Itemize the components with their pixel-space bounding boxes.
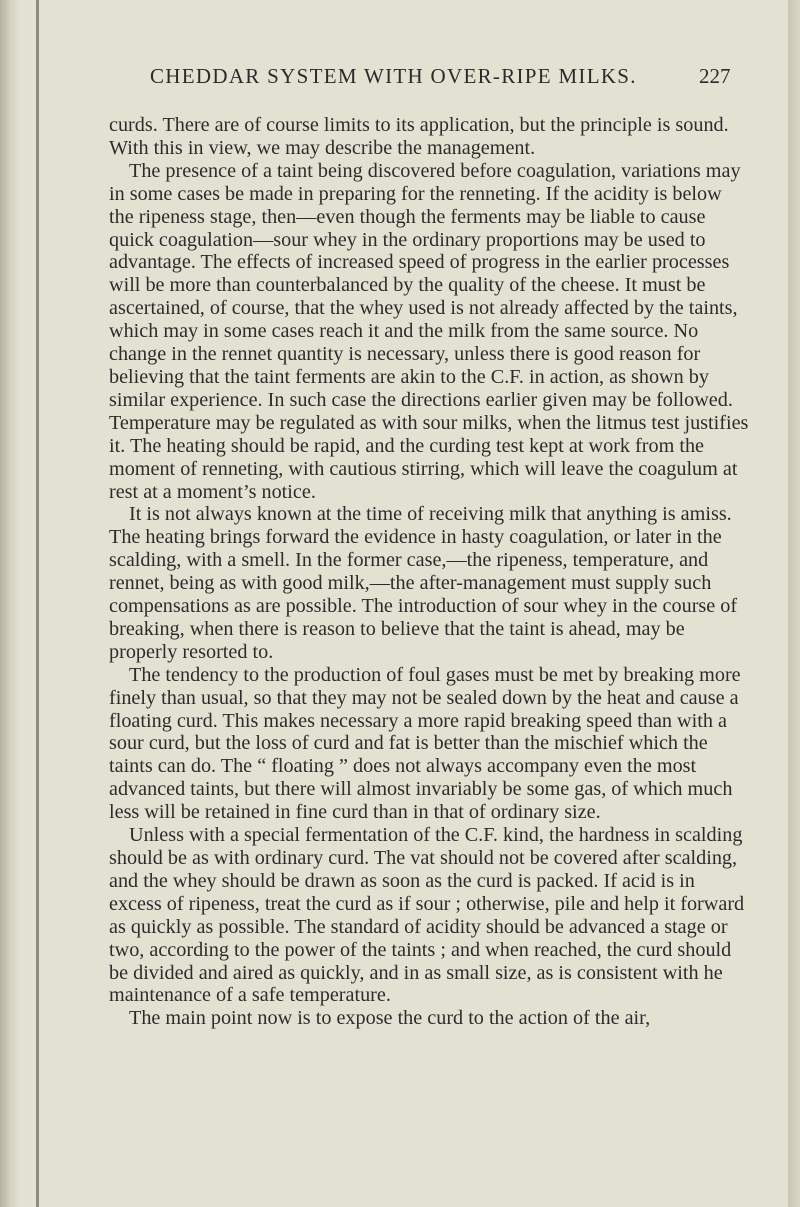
- page-margin-rule: [36, 0, 39, 1207]
- paragraph-2: The presence of a taint being discovered before coagulation, variations may in some cases be made in preparing for the renneting. If the acidity is below the ripeness stage, then—even though the ferments may be liable to cause quick coagulation—sour whey in the ordinary proportions may be used to advantage. The effects of increased speed of progress in the earlier processes will be more than counterbalanced by the quality of the cheese. It must be ascertained, of course, that the whey used is not already affected by the taints, which may in some cases reach it and the milk from the same source. No change in the rennet quantity is necessary, unless there is good reason for believing that the taint ferments are akin to the C.F. in action, as shown by similar experience. In such case the directions earlier given may be followed. Temperature may be regulated as with sour milks, when the litmus test justifies it. The heating should be rapid, and the curding test kept at work from the moment of renneting, with cautious stirring, which will leave the coagulum at rest at a moment’s notice.: [109, 159, 749, 503]
- page-number: 227: [699, 64, 731, 88]
- paragraph-3: It is not always known at the time of receiving milk that anything is amiss. The heating brings forward the evidence in hasty coagulation, or later in the scalding, with a smell. In the former case,—the ripeness, temperature, and rennet, being as with good milk,—the after-management must supply such compensations as are possible. The introduction of sour whey in the course of breaking, when there is reason to believe that the taint is ahead, may be properly resorted to.: [109, 503, 738, 663]
- running-title: CHEDDAR SYSTEM WITH OVER-RIPE MILKS.: [150, 64, 637, 88]
- running-header: [150, 64, 730, 89]
- paragraph-1: curds. There are of course limits to its application, but the principle is sound. With this in view, we may describe the management.: [109, 114, 729, 159]
- page-gutter-shadow: [0, 0, 20, 1207]
- body-text: [109, 114, 749, 1030]
- paragraph-5: Unless with a special fermentation of the C.F. kind, the hardness in scalding should be as with ordinary curd. The vat should not be covered after scalding, and the whey should be drawn as soon as the curd is packed. If acid is in excess of ripeness, treat the curd as if sour ; otherwise, pile and help it forward as quickly as possible. The standard of acidity should be advanced a stage or two, according to the power of the taints ; and when reached, the curd should be divided and aired as quickly, and in as small size, as is consistent with he maintenance of a safe temperature.: [109, 824, 745, 1007]
- paragraph-4: The tendency to the production of foul gases must be met by breaking more finely than usual, so that they may not be sealed down by the heat and cause a floating curd. This makes necessary a more rapid breaking speed than with a sour curd, but the loss of curd and fat is better than the mischief which the taints can do. The “ floating ” does not always accompany even the most advanced taints, but there will almost invariably be some gas, of which much less will be retained in fine curd than in that of ordinary size.: [109, 663, 741, 824]
- paragraph-6: The main point now is to expose the curd to the action of the air,: [129, 1007, 651, 1030]
- page-right-edge: [788, 0, 800, 1207]
